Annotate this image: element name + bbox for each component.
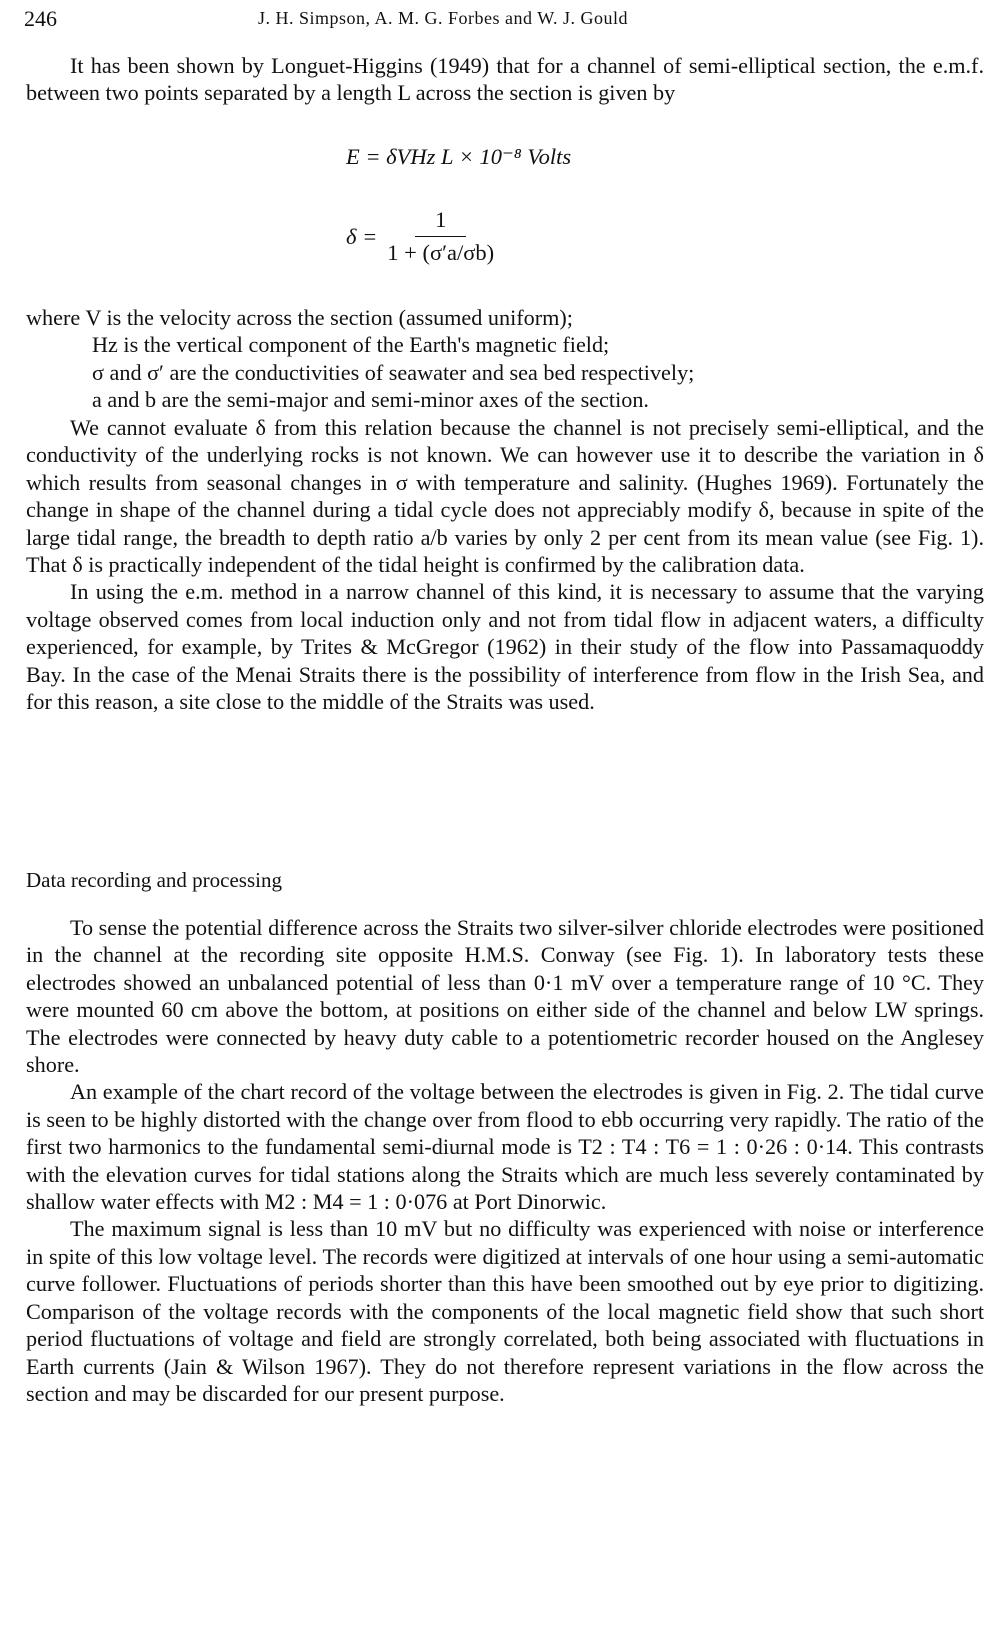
paragraph-delta-evaluation: We cannot evaluate δ from this relation because the channel is not precisely semi-elliptical, and the conductivity of the underlying rocks is not known. We can however use it to describe the variation in δ which results from seasonal changes in σ with temperature and salinity. (Hughes 1969). Fortunately the change in shape of the channel during a tidal cycle does not appreciably modify δ, because in spite of the large tidal range, the breadth to depth ratio a/b varies by only 2 per cent from its mean value (see Fig. 1). That δ is practically independent of the tidal height is confirmed by the calibration data. bbox=[26, 415, 984, 578]
definition-axes: a and b are the semi-major and semi-minor axes of the section. bbox=[92, 387, 649, 413]
running-head: J. H. Simpson, A. M. G. Forbes and W. J. Gould bbox=[258, 8, 629, 28]
paragraph-em-method: In using the e.m. method in a narrow channel of this kind, it is necessary to assume that the varying voltage observed comes from local induction only and not from tidal flow in adjacent waters, a difficulty experienced, for example, by Trites & McGregor (1962) in their study of the flow into Passamaquoddy Bay. In the case of the Menai Straits there is the possibility of interference from flow in the Irish Sea, and for this reason, a site close to the middle of the Straits was used. bbox=[26, 579, 984, 715]
delta-numerator: 1 bbox=[415, 207, 466, 237]
section-heading: Data recording and processing bbox=[26, 868, 282, 892]
delta-fraction bbox=[387, 207, 494, 266]
paragraph-chart-record: An example of the chart record of the voltage between the electrodes is given in Fig. 2. The tidal curve is seen to be highly distorted with the change over from flood to ebb occurring very rapidly. The ratio of the first two harmonics to the fundamental semi-diurnal mode is T2 : T4 : T6 = 1 : 0·26 : 0·14. This contrasts with the elevation curves for tidal stations along the Straits which are much less severely contaminated by shallow water effects with M2 : M4 = 1 : 0·076 at Port Dinorwic. bbox=[26, 1079, 984, 1215]
delta-equation-lhs: δ = bbox=[346, 223, 378, 249]
intro-paragraph-block bbox=[26, 52, 984, 107]
intro-paragraph: It has been shown by Longuet-Higgins (1949) that for a channel of semi-elliptical section, the e.m.f. between two points separated by a length L across the section is given by bbox=[26, 53, 984, 106]
definition-magnetic-field: Hz is the vertical component of the Earth's magnetic field; bbox=[92, 332, 610, 358]
symbol-definitions bbox=[26, 304, 984, 414]
section1-body bbox=[26, 414, 984, 715]
delta-equation bbox=[346, 207, 494, 266]
definition-velocity: where V is the velocity across the section (assumed uniform); bbox=[26, 305, 573, 330]
page-header bbox=[24, 6, 984, 36]
definition-conductivities: σ and σ′ are the conductivities of seawater and sea bed respectively; bbox=[92, 359, 695, 385]
page-number: 246 bbox=[24, 6, 57, 31]
section2-body bbox=[26, 914, 984, 1407]
paragraph-electrodes: To sense the potential difference across the Straits two silver-silver chloride electrodes were positioned in the channel at the recording site opposite H.M.S. Conway (see Fig. 1). In laboratory tests these electrodes showed an unbalanced potential of less than 0·1 mV over a temperature range of 10 °C. They were mounted 60 cm above the bottom, at positions on either side of the channel and below LW springs. The electrodes were connected by heavy duty cable to a potentiometric recorder housed on the Anglesey shore. bbox=[26, 915, 984, 1078]
delta-denominator: 1 + (σ′a/σb) bbox=[387, 240, 495, 265]
emf-equation: E = δVHz L × 10⁻⁸ Volts bbox=[346, 144, 572, 169]
paragraph-signal-processing: The maximum signal is less than 10 mV but no difficulty was experienced with noise or interference in spite of this low voltage level. The records were digitized at intervals of one hour using a semi-automatic curve follower. Fluctuations of periods shorter than this have been smoothed out by eye prior to digitizing. Comparison of the voltage records with the components of the local magnetic field show that such short period fluctuations of voltage and field are strongly correlated, both being associated with fluctuations in Earth currents (Jain & Wilson 1967). They do not therefore represent variations in the flow across the section and may be discarded for our present purpose. bbox=[26, 1216, 984, 1406]
